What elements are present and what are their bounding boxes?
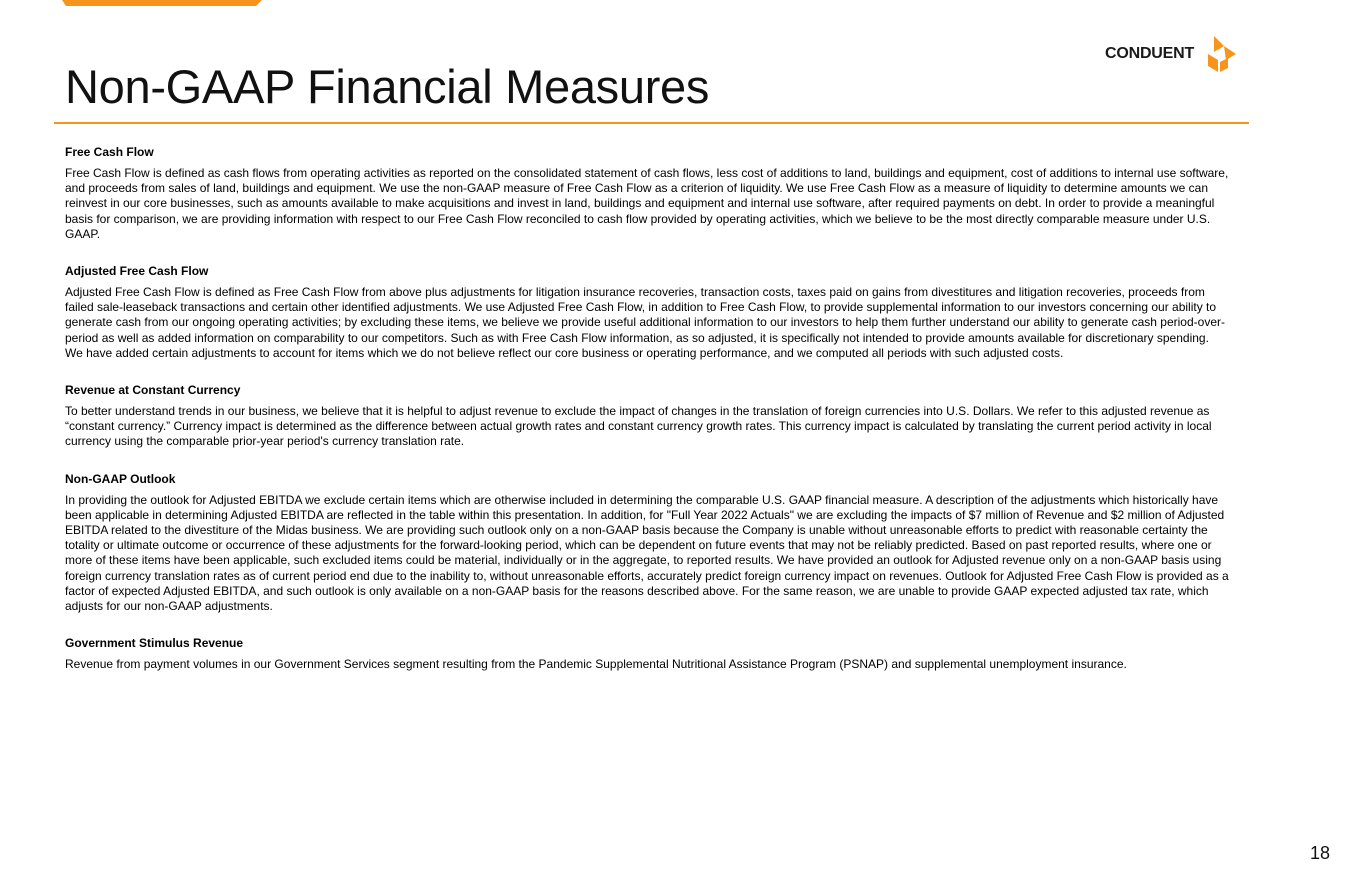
section-adjusted-free-cash-flow: [65, 264, 1230, 361]
section-heading: Adjusted Free Cash Flow: [65, 264, 209, 279]
section-heading: Revenue at Constant Currency: [65, 383, 241, 398]
section-body: In providing the outlook for Adjusted EBITDA we exclude certain items which are otherwise included in determining the comparable U.S. GAAP financial measure. A description of the adjustments which historically have been applicable in determining Adjusted EBITDA are reflected in the table within this presentation. In addition, for "Full Year 2022 Actuals" we are excluding the impacts of $7 million of Revenue and $2 million of Adjusted EBITDA related to the divestiture of the Midas business. We are providing such outlook only on a non-GAAP basis because the Company is unable without unreasonable efforts to predict with reasonable certainty the totality or ultimate outcome or occurrence of these adjustments for the forward-looking period, which can be dependent on future events that may not be reliably predicted. Based on past reported results, where one or more of these items have been applicable, such excluded items could be material, individually or in the aggregate, to reported results. We have provided an outlook for Adjusted revenue only on a non-GAAP basis using foreign currency translation rates as of current period end due to the inability to, without unreasonable efforts, accurately predict foreign currency impact on revenues. Outlook for Adjusted Free Cash Flow is provided as a factor of expected Adjusted EBITDA, and such outlook is only available on a non-GAAP basis for the reasons described above. For the same reason, we are unable to provide GAAP expected adjusted tax rate, which adjusts for our non-GAAP adjustments.: [65, 492, 1229, 614]
section-heading: Non-GAAP Outlook: [65, 471, 176, 486]
section-free-cash-flow: [65, 145, 1230, 242]
section-body: Adjusted Free Cash Flow is defined as Free Cash Flow from above plus adjustments for litigation insurance recoveries, transaction costs, taxes paid on gains from divestitures and litigation recoveries, proceeds from failed sale-leaseback transactions and certain other identified adjustments. We use Adjusted Free Cash Flow, in addition to Free Cash Flow, to provide supplemental information to our investors concerning our ability to generate cash from our ongoing operating activities; by excluding these items, we believe we provide useful additional information to our investors to help them further understand our ability to generate cash period-over-period as well as added information on comparability to our competitors. Such as with Free Cash Flow information, as so adjusted, it is specifically not intended to provide amounts available for discretionary spending. We have added certain adjustments to account for items which we do not believe reflect our core business or operating performance, and we computed all periods with such adjusted costs.: [65, 285, 1225, 360]
brand-name: CONDUENT: [1105, 45, 1195, 62]
section-government-stimulus-revenue: [65, 636, 1230, 672]
section-body: Revenue from payment volumes in our Government Services segment resulting from the Pandemic Supplemental Nutritional Assistance Program (PSNAP) and supplemental unemployment insurance.: [65, 657, 1127, 672]
title-divider: [54, 122, 1249, 124]
section-heading: Free Cash Flow: [65, 145, 154, 159]
content-area: [65, 145, 1230, 694]
section-body: To better understand trends in our business, we believe that it is helpful to adjust revenue to exclude the impact of changes in the translation of foreign currencies into U.S. Dollars. We refer to this adjusted revenue as “constant currency.” Currency impact is determined as the difference between actual growth rates and constant currency growth rates. This currency impact is calculated by translating the current period activity in local currency using the comparable prior-year period's currency translation rate.: [65, 404, 1212, 449]
top-accent-bar: [62, 0, 262, 6]
page-number: 18: [1309, 843, 1330, 863]
section-non-gaap-outlook: [65, 472, 1230, 615]
conduent-cube-icon: [1200, 34, 1240, 74]
page-title: Non-GAAP Financial Measures: [65, 60, 710, 113]
section-revenue-constant-currency: [65, 383, 1230, 450]
section-heading: Government Stimulus Revenue: [65, 636, 244, 651]
brand-logo: [1105, 34, 1240, 74]
section-body: Free Cash Flow is defined as cash flows from operating activities as reported on the consolidated statement of cash flows, less cost of additions to land, buildings and equipment, cost of additions to internal use software, and proceeds from sales of land, buildings and equipment. We use the non-GAAP measure of Free Cash Flow as a criterion of liquidity. We use Free Cash Flow as a measure of liquidity to determine amounts we can reinvest in our core businesses, such as amounts available to make acquisitions and invest in land, buildings and equipment and internal use software, after required payments on debt. In order to provide a meaningful basis for comparison, we are providing information with respect to our Free Cash Flow reconciled to cash flow provided by operating activities, which we believe to be the most directly comparable measure under U.S. GAAP.: [65, 166, 1229, 241]
